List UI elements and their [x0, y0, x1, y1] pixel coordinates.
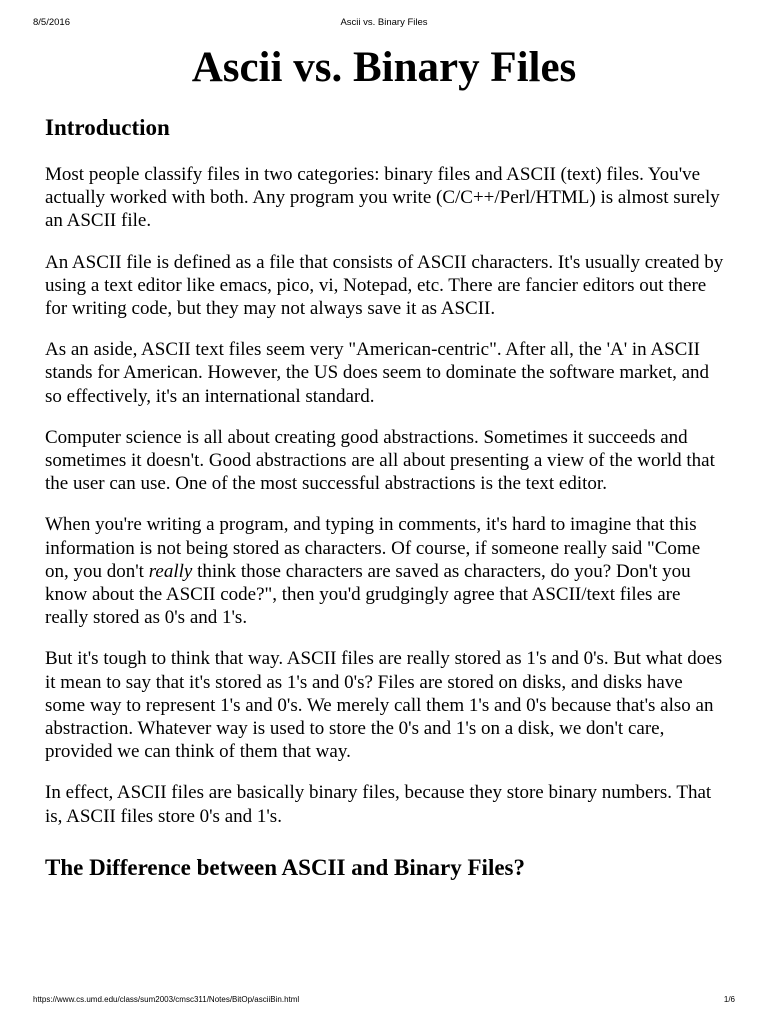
- paragraph-4: Computer science is all about creating good abstractions. Sometimes it succeeds and sometimes it doesn't. Good abstractions are all about presenting a view of the world that the user can use. One of the most successful abstractions is the text editor.: [45, 426, 715, 495]
- print-header: [0, 17, 768, 31]
- document-title: Ascii vs. Binary Files: [191, 44, 577, 91]
- print-footer: [0, 995, 768, 1007]
- introduction-heading: Introduction: [45, 115, 170, 140]
- paragraph-5-text-start: When you're writing a program, and typing in comments, it's hard to imagine that this information is not being stored as characters. Of course, if someone really said "Come on, you don't: [45, 514, 701, 582]
- print-page-title: Ascii vs. Binary Files: [340, 17, 428, 28]
- paragraph-1: Most people classify files in two categories: binary files and ASCII (text) files. You've actually worked with both. Any program you write (C/C++/Perl/HTML) is almost surely an ASCII file.: [45, 164, 720, 232]
- print-date: 8/5/2016: [33, 17, 70, 28]
- paragraph-5-text-end: think those characters are saved as characters, do you? Don't you know about the ASCII code?", then you'd grudgingly agree that ASCII/text files are really stored as 0's and 1's.: [45, 560, 691, 629]
- source-url: https://www.cs.umd.edu/class/sum2003/cmsc311/Notes/BitOp/asciiBin.html: [33, 995, 300, 1004]
- paragraph-3: As an aside, ASCII text files seem very "American-centric". After all, the 'A' in ASCII stands for American. However, the US does seem to dominate the software market, and so effectively, it's an international standard.: [45, 339, 710, 407]
- paragraph-5-emphasis: really: [148, 560, 193, 582]
- paragraph-2: An ASCII file is defined as a file that consists of ASCII characters. It's usually created by using a text editor like emacs, pico, vi, Notepad, etc. There are fancier editors out there for writing code, but they may not always save it as ASCII.: [45, 251, 724, 320]
- document-body: [45, 112, 725, 884]
- paragraph-6: But it's tough to think that way. ASCII files are really stored as 1's and 0's. But what does it mean to say that it's stored as 1's and 0's? Files are stored on disks, and disks have some way to represent 1's and 0's. We merely call them 1's and 0's because that's also an abstraction. Whatever way is used to store the 0's and 1's on a disk, we don't care, provided we can think of them that way.: [45, 648, 723, 763]
- page-number: 1/6: [723, 995, 735, 1004]
- paragraph-5: [45, 513, 725, 629]
- paragraph-7: In effect, ASCII files are basically binary files, because they store binary numbers. That is, ASCII files store 0's and 1's.: [45, 782, 712, 827]
- difference-section-heading: The Difference between ASCII and Binary Files?: [45, 854, 526, 880]
